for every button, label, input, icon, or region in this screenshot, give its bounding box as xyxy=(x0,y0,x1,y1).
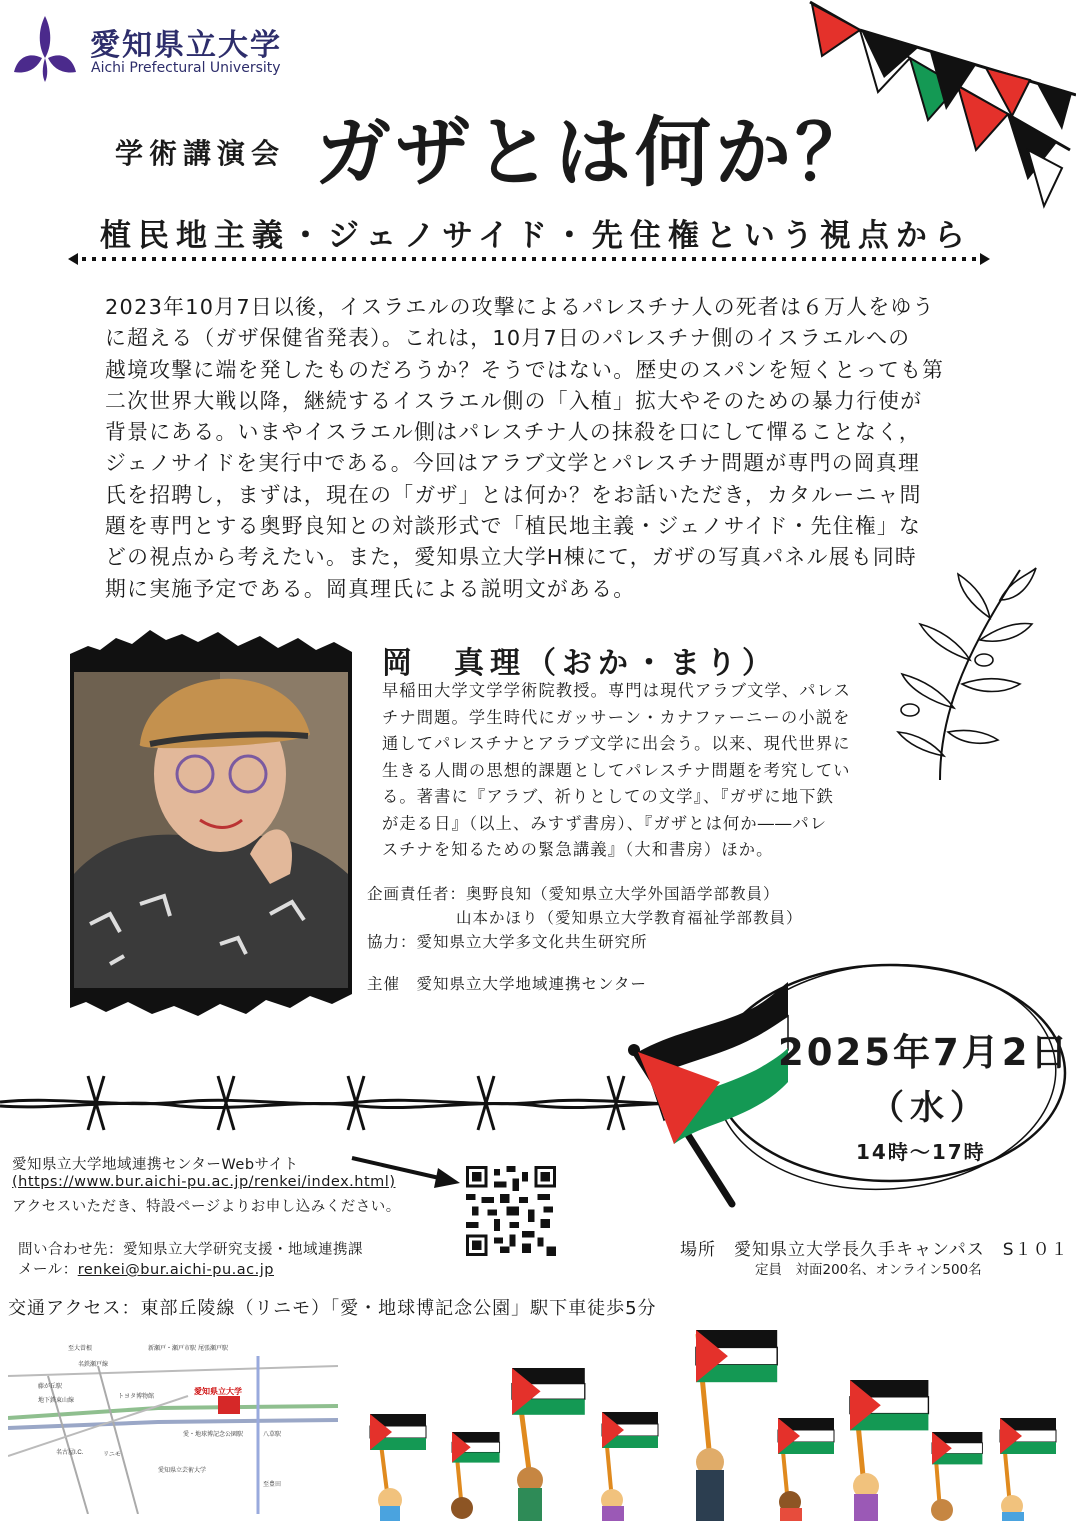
speaker-name: 岡 真理（おか・まり） xyxy=(382,646,778,681)
arrow-right-icon xyxy=(350,1152,462,1188)
intro-line: 越境攻撃に端を発したものだろうか？そうではない。歴史のスパンを短くとっても第 xyxy=(105,357,945,382)
map-label: 藤が丘駅 xyxy=(38,1384,63,1390)
speaker-bio xyxy=(382,678,892,864)
access-map xyxy=(8,1336,338,1514)
bio-line: 早稲田大学文学学術院教授。専門は現代アラブ文学、パレス xyxy=(382,681,851,700)
university-name: 愛知県立大学 xyxy=(90,28,282,63)
email-link[interactable]: renkei@bur.aichi-pu.ac.jp xyxy=(77,1262,274,1278)
intro-line: 期に実施予定である。岡真理氏による説明文がある。 xyxy=(105,576,636,601)
website-link[interactable]: (https://www.bur.aichi-pu.ac.jp/renkei/index.html) xyxy=(12,1174,396,1190)
university-logo-icon xyxy=(12,12,78,84)
dotted-divider xyxy=(68,252,990,266)
lecture-label: 学術講演会 xyxy=(115,137,286,170)
bio-line: が走る日』（以上、みすず書房）、『ガザとは何か――パレ xyxy=(382,813,828,833)
map-label: 八草駅 xyxy=(263,1432,282,1438)
website-instruction: アクセスいただき、特設ページよりお申し込みください。 xyxy=(12,1199,401,1215)
intro-line: 2023年10月7日以後，イスラエルの攻撃によるパレスチナ人の死者は６万人をゆう xyxy=(105,295,935,319)
hands-with-flags-decoration xyxy=(350,1310,1076,1521)
qr-code[interactable] xyxy=(466,1166,556,1256)
intro-line: 二次世界大戦以降，継続するイスラエル側の「入植」拡大やそのための暴力行使が xyxy=(105,388,923,413)
email-label: メール： xyxy=(18,1262,78,1278)
page-subtitle: 植民地主義・ジェノサイド・先住権という視点から xyxy=(100,218,972,254)
intro-line: ジェノサイドを実行中である。今回はアラブ文学とパレスチナ問題が専門の岡真理 xyxy=(105,451,921,476)
bio-line: チナ問題。学生時代にガッサーン・カナファーニーの小説を xyxy=(382,707,851,727)
bio-line: 生きる人間の思想的課題としてパレスチナ問題を考究してい xyxy=(382,760,851,780)
capacity: 定員 対面200名、オンライン500名 xyxy=(755,1262,982,1278)
palestine-flag-icon xyxy=(628,978,793,1208)
map-label: 至大曽根 xyxy=(68,1346,93,1352)
map-label: 新瀬戸・瀬戸市駅 xyxy=(148,1346,197,1352)
organizer-1: 企画責任者：奥野良知（愛知県立大学外国語学部教員） xyxy=(367,885,780,903)
contact-email-row xyxy=(18,1258,274,1279)
bio-line: 通してパレスチナとアラブ文学に出会う。以来、現代世界に xyxy=(382,734,851,753)
event-time: 14時～17時 xyxy=(856,1140,986,1164)
olive-branch-icon xyxy=(880,560,1040,785)
intro-line: 背景にある。いまやイスラエル側はパレスチナ人の抹殺を口にして憚ることなく， xyxy=(105,420,921,445)
map-label: 名古屋I.C. xyxy=(56,1450,84,1456)
map-label: リニモ xyxy=(103,1452,121,1458)
event-date: 2025年7月2日 xyxy=(778,1031,1071,1074)
intro-line: どの視点から考えたい。また，愛知県立大学H棟にて，ガザの写真パネル展も同時 xyxy=(105,545,918,570)
map-university-label: 愛知県立大学 xyxy=(194,1387,242,1396)
page-title: ガザとは何か？ xyxy=(315,108,875,197)
website-label: 愛知県立大学地域連携センターWebサイト xyxy=(12,1157,299,1173)
intro-line: 氏を招聘し，まずは，現在の「ガザ」とは何か？をお話いただき，カタルーニャ問 xyxy=(105,482,922,507)
access-info: 交通アクセス：東部丘陵線（リニモ）「愛・地球博記念公園」駅下車徒歩5分 xyxy=(8,1298,657,1319)
map-label: 至豊田 xyxy=(263,1482,282,1488)
intro-paragraph xyxy=(105,292,965,605)
host-credit: 主催 愛知県立大学地域連携センター xyxy=(367,975,647,993)
cooperation-credit: 協力：愛知県立大学多文化共生研究所 xyxy=(367,933,648,951)
contact-label: 問い合わせ先：愛知県立大学研究支援・地域連携課 xyxy=(18,1242,363,1258)
bio-line: る。著書に『アラブ、祈りとしての文学』、『ガザに地下鉄 xyxy=(382,787,834,806)
map-label: 愛知県立芸術大学 xyxy=(158,1468,207,1474)
map-label: 名鉄瀬戸線 xyxy=(78,1362,109,1368)
venue: 場所 愛知県立大学長久手キャンパス S１０１ xyxy=(680,1240,1069,1260)
map-label: トヨタ博物館 xyxy=(118,1394,155,1400)
map-label: 地下鉄東山線 xyxy=(38,1398,75,1404)
intro-line: に超える（ガザ保健省発表）。これは，10月7日のパレスチナ側のイスラエルへの xyxy=(105,326,911,351)
barbed-wire-decoration xyxy=(0,1068,710,1136)
organizer-2: 山本かほり（愛知県立大学教育福祉学部教員） xyxy=(456,909,803,927)
university-name-en: Aichi Prefectural University xyxy=(91,60,281,76)
map-label: 愛・地球博記念公園駅 xyxy=(183,1432,244,1438)
intro-line: 題を専門とする奥野良知との対談形式で「植民地主義・ジェノサイド・先住権」な xyxy=(105,514,922,539)
map-label: 尾張瀬戸駅 xyxy=(198,1346,229,1352)
speaker-photo xyxy=(70,624,352,1020)
bio-line: スチナを知るための緊急講義』（大和書房）ほか。 xyxy=(382,840,774,859)
event-weekday: （水） xyxy=(870,1088,990,1128)
